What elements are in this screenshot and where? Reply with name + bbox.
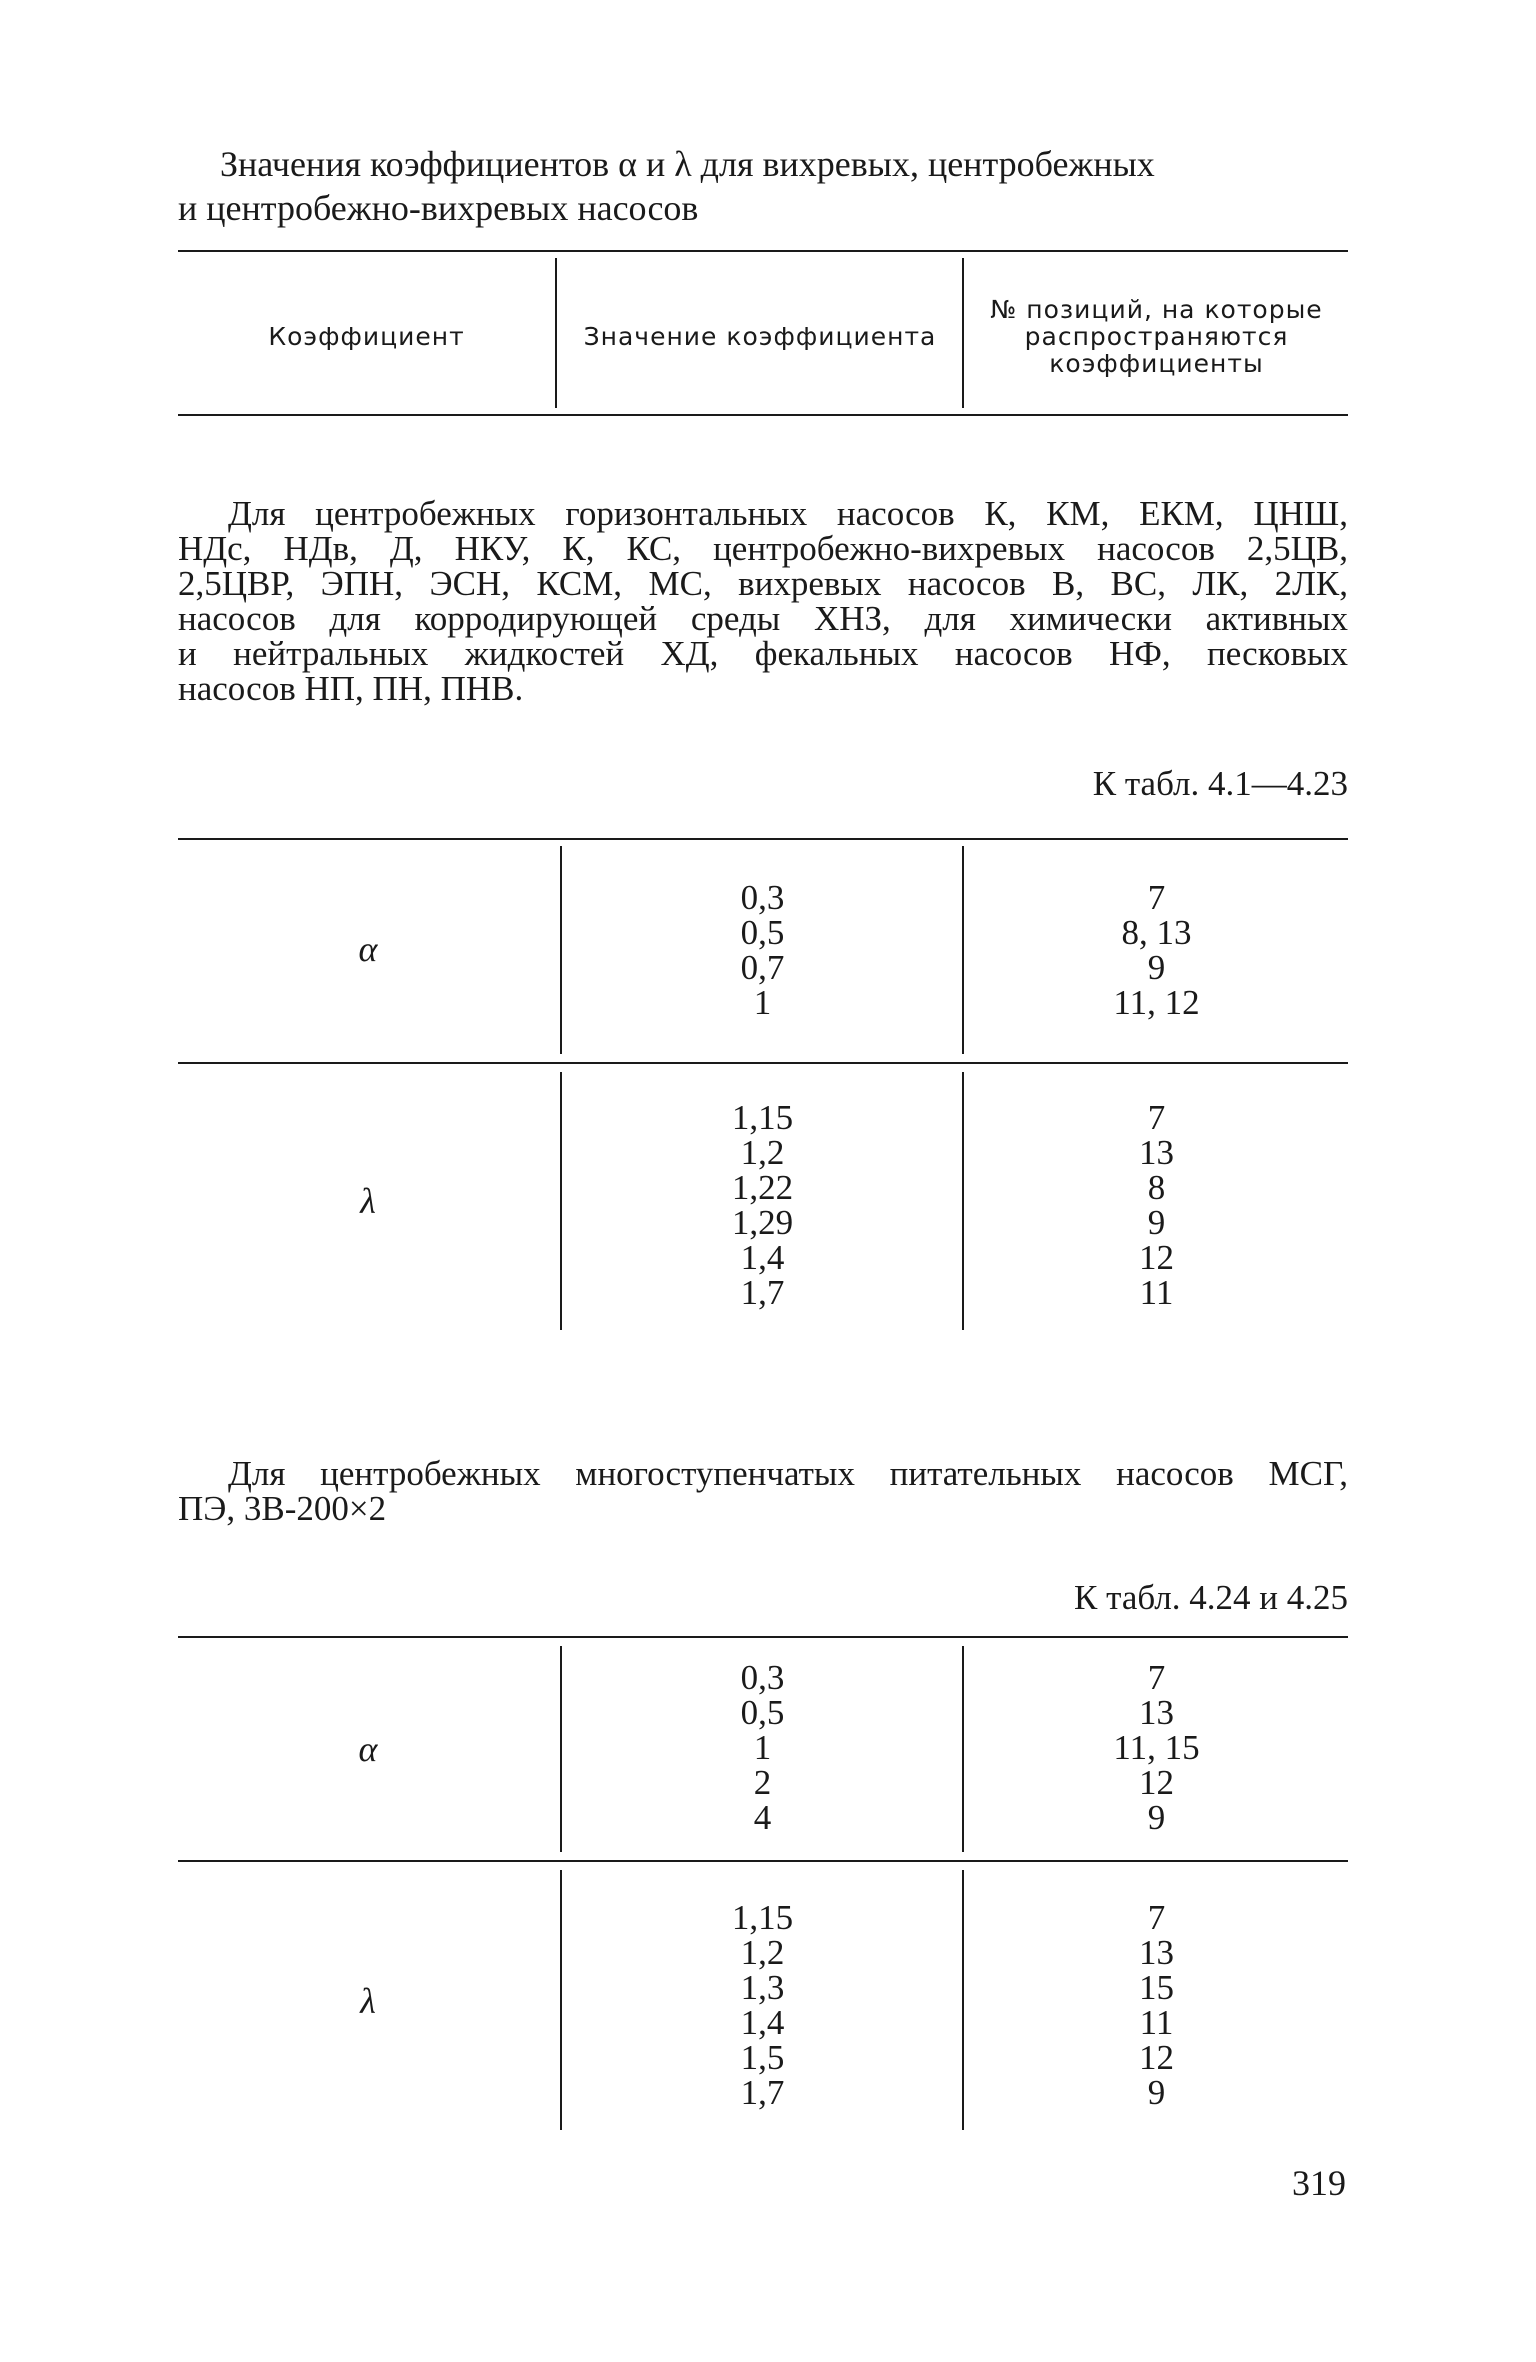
header-positions: № позиций, на которые распространяются коэффициенты (990, 294, 1323, 378)
header-value: Значение коэффициента (583, 321, 937, 351)
section1-alpha-positions: 7 8, 13 9 11, 12 (1113, 878, 1200, 1022)
section1-middle-rule (178, 1062, 1348, 1064)
section2-alpha-values: 0,3 0,5 1 2 4 (740, 1658, 785, 1837)
section2-alpha-symbol: α (358, 1729, 378, 1769)
title-line-1: Значения коэффициентов α и λ для вихревых, центробежных (220, 144, 1155, 184)
section2-alpha-positions: 7 13 11, 15 12 9 (1113, 1658, 1200, 1837)
section1-description: Для центробежных горизонтальных насосов К, КМ, ЕКМ, ЦНШ, НДс, НДв, Д, НКУ, К, КС, центробежно-вихревых насосов 2,5ЦВ, 2,5ЦВР, ЭПН, ЭСН, КСМ, МС, вихревых насосов В, ВС, ЛК, 2ЛК, насосов для корродирующей среды ХНЗ, для химически активных и нейтральных жидкостей ХД, фекальных насосов НФ, песковых насосов НП, ПН, ПНВ. (178, 494, 1348, 708)
page-number: 319 (1292, 2163, 1346, 2203)
section2-alpha-divider-2 (962, 1646, 964, 1852)
header-coefficient: Коэффициент (268, 321, 465, 351)
section2-middle-rule (178, 1860, 1348, 1862)
section2-lambda-divider-1 (560, 1870, 562, 2130)
header-top-rule (178, 250, 1348, 252)
section2-lambda-positions: 7 13 15 11 12 9 (1139, 1898, 1174, 2112)
table-title (178, 142, 1348, 230)
section2-lambda-symbol: λ (360, 1981, 376, 2021)
section1-alpha-values: 0,3 0,5 0,7 1 (740, 878, 785, 1022)
section2-lambda-values: 1,15 1,2 1,3 1,4 1,5 1,7 (731, 1898, 794, 2112)
section2-alpha-divider-1 (560, 1646, 562, 1852)
header-bottom-rule (178, 414, 1348, 416)
section1-lambda-positions: 7 13 8 9 12 11 (1139, 1098, 1174, 1312)
section2-description: Для центробежных многоступенчатых питательных насосов МСГ, ПЭ, 3В-200×2 (178, 1454, 1348, 1528)
section1-alpha-divider-2 (962, 846, 964, 1054)
section1-alpha-divider-1 (560, 846, 562, 1054)
section2-lambda-divider-2 (962, 1870, 964, 2130)
section1-alpha-symbol: α (358, 929, 378, 969)
header-divider-1 (555, 258, 557, 408)
section1-lambda-divider-2 (962, 1072, 964, 1330)
section2-top-rule (178, 1636, 1348, 1638)
section1-lambda-divider-1 (560, 1072, 562, 1330)
section1-top-rule (178, 838, 1348, 840)
section1-lambda-values: 1,15 1,2 1,22 1,29 1,4 1,7 (731, 1098, 794, 1312)
section1-table-ref: К табл. 4.1—4.23 (1092, 764, 1348, 803)
section2-table-ref: К табл. 4.24 и 4.25 (1074, 1578, 1348, 1617)
title-line-2: и центробежно-вихревых насосов (178, 188, 699, 228)
header-divider-2 (962, 258, 964, 408)
section1-lambda-symbol: λ (360, 1181, 376, 1221)
